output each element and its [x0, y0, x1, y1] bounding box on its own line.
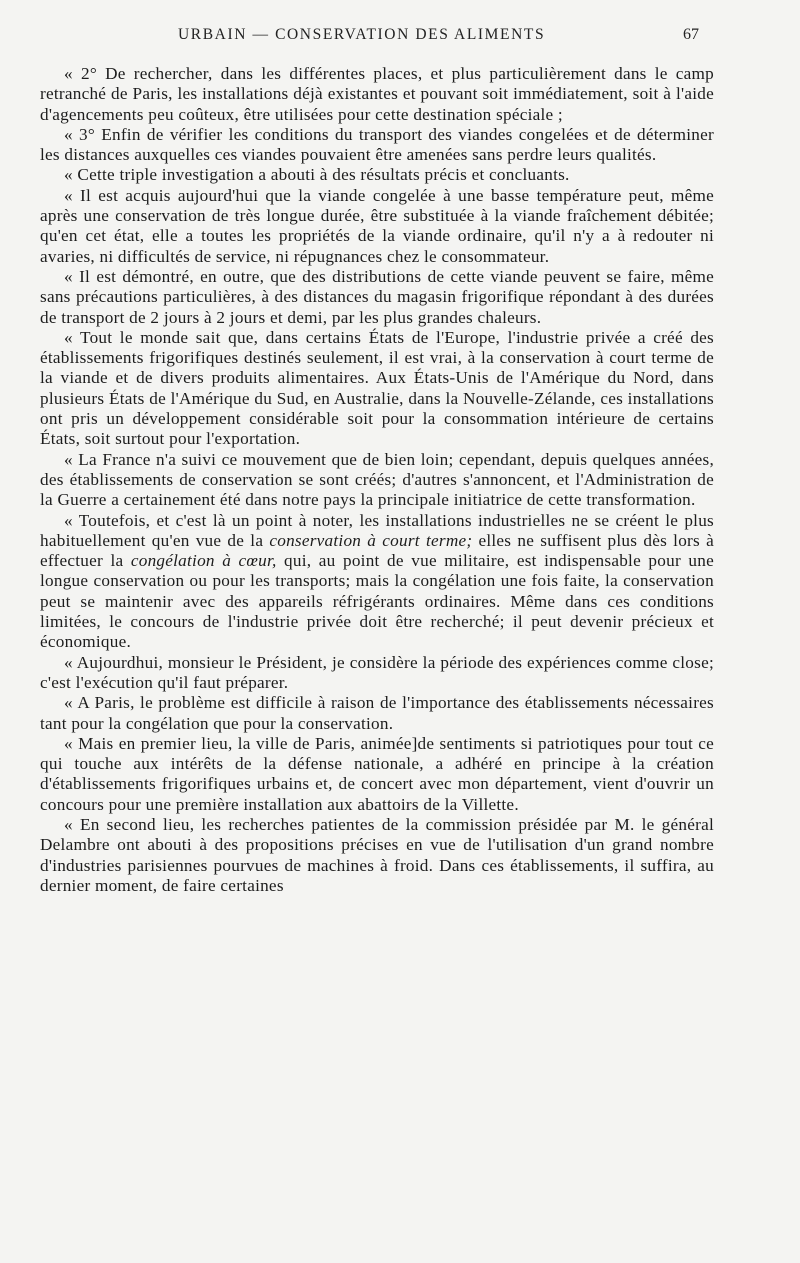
paragraph: « Aujourdhui, monsieur le Président, je considère la période des expériences comme close; c'est l'exécution qu'il faut préparer.	[40, 652, 714, 692]
text-run: qui, au point de vue militaire, est indispensable pour une longue conservation ou pour les transports; mais la congélation une fois faite, la conservation peut se maintenir avec des appareils réfrigérants ordinaires. Même dans ces conditions limitées, le concours de l'industrie privée doit être recherché; il peut devenir précieux et économique.	[40, 551, 714, 652]
paragraph: « 3° Enfin de vérifier les conditions du transport des viandes congelées et de déterminer les distances auxquelles ces viandes pouvaient être amenées sans perdre leurs qualités.	[40, 124, 714, 165]
paragraph: « Cette triple investigation a abouti à des résultats précis et concluants.	[64, 165, 570, 185]
paragraph: « Il est démontré, en outre, que des distributions de cette viande peuvent se faire, même sans précautions particulières, à des distances du magasin frigorifique répondant à des durées de transport de 2 jours à 2 jours et demi, par les plus grandes chaleurs.	[40, 266, 714, 327]
paragraph: « Mais en premier lieu, la ville de Paris, animée]de sentiments si patriotiques pour tout ce qui touche aux intérêts de la défense nationale, a adhéré en principe à la création d'établissements frigorifiques urbains et, de concert avec mon département, vient d'ouvrir un concours pour une première installation aux abattoirs de la Villette.	[40, 733, 714, 814]
page-header	[0, 26, 800, 50]
paragraph: « En second lieu, les recherches patientes de la commission présidée par M. le général Delambre ont abouti à des propositions précises en vue de l'utilisation d'un grand nombre d'industries parisiennes pourvues de machines à froid. Dans ces établissements, il suffira, au dernier moment, de faire certaines	[40, 814, 714, 895]
paragraph: « A Paris, le problème est difficile à raison de l'importance des établissements nécessaires tant pour la congélation que pour la conservation.	[40, 693, 714, 733]
paragraph-with-italics	[40, 511, 714, 653]
italic-phrase: congélation à cœur,	[130, 551, 277, 571]
italic-phrase: conservation à court terme;	[269, 530, 473, 550]
paragraph: « 2° De rechercher, dans les différentes places, et plus particulièrement dans le camp retranché de Paris, les installations déjà existantes et pouvant soit immédiatement, soit à l'aide d'agencements peu coûteux, être utilisées pour cette destination spéciale ;	[40, 64, 714, 124]
text-run: elles ne suffisent plus dès lors à effectuer la	[40, 530, 714, 571]
paragraph: « Il est acquis aujourd'hui que la viande congelée à une basse température peut, même après une conservation de très longue durée, être substituée à la viande fraîchement débitée; qu'en cet état, elle a toutes les propriétés de la viande ordinaire, qu'il n'y a à redouter ni avaries, ni difficultés de service, ni répugnances chez le consommateur.	[40, 185, 714, 266]
paragraph: « Tout le monde sait que, dans certains États de l'Europe, l'industrie privée a créé des établissements frigorifiques destinés seulement, il est vrai, à la conservation à court terme de la viande et de divers produits alimentaires. Aux États-Unis de l'Amérique du Nord, dans plusieurs États de l'Amérique du Sud, en Australie, dans la Nouvelle-Zélande, ces installations ont pris un développement considérable soit pour la consommation intérieure de certains États, soit surtout pour l'exportation.	[40, 327, 714, 449]
running-head: URBAIN — CONSERVATION DES ALIMENTS	[178, 26, 546, 43]
body-text	[40, 64, 714, 896]
paragraph: « La France n'a suivi ce mouvement que de bien loin; cependant, depuis quelques années, des établissements de conservation se sont créés; d'autres s'annoncent, et l'Administration de la Guerre a certainement été dans notre pays la principale initiatrice de cette transformation.	[40, 449, 714, 510]
text-run: « Toutefois, et c'est là un point à noter, les installations industrielles ne se créent le plus habituellement qu'en vue de la	[40, 510, 714, 550]
page-number: 67	[683, 26, 699, 43]
